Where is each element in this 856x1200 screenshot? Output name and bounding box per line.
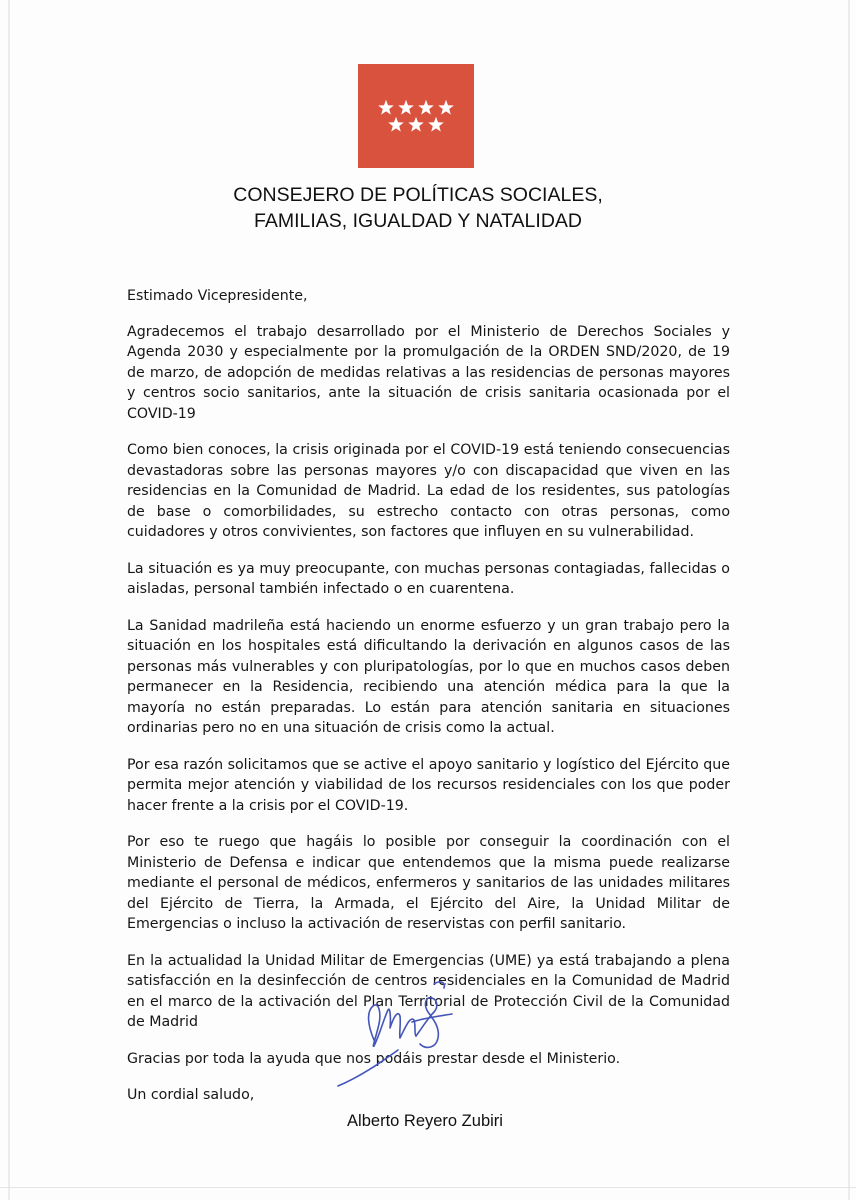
star-icon — [418, 100, 434, 115]
paragraph-2: Como bien conoces, la crisis originada por el COVID-19 está teniendo consecuencias devastadoras sobre las personas mayores y/o con discapacidad que viven en las residencias en la Comunidad de Madrid. La edad de los residentes, sus patologías de base o comorbilidades, su estrecho contacto con otras personas, como cuidadores y otros convivientes, son factores que influyen en su vulnerabilidad. — [127, 442, 730, 540]
star-icon — [388, 117, 404, 132]
paragraph-1: Agradecemos el trabajo desarrollado por el Ministerio de Derechos Sociales y Agenda 2030 y especialmente por la promulgación de la ORDEN SND/2020, de 19 de marzo, de adopción de medidas relativas a las residencias de personas mayores y centros socio sanitarios, ante la situación de crisis sanitaria ocasionada por el COVID-19 — [127, 323, 730, 422]
paragraph-3: La situación es ya muy preocupante, con muchas personas contagiadas, fallecidas o aisladas, personal también infectado o en cuarentena. — [127, 560, 730, 597]
paragraph-7: En la actualidad la Unidad Militar de Emergencias (UME) ya está trabajando a plena satisfacción en la desinfección de centros residenciales en la Comunidad de Madrid en el marco de la activación del Plan Territorial de Protección Civil de la Comunidad de Madrid — [127, 952, 730, 1030]
paragraph-8: Gracias por toda la ayuda que nos podáis prestar desde el Ministerio. — [127, 1050, 621, 1067]
star-icon — [438, 100, 454, 115]
letterhead-line-2: FAMILIAS, IGUALDAD Y NATALIDAD — [254, 210, 582, 232]
paragraph-5: Por esa razón solicitamos que se active el apoyo sanitario y logístico del Ejército que permita mejor atención y viabilidad de los recursos residenciales con los que poder hacer frente a la crisis por el COVID-19. — [127, 756, 730, 814]
page-edge-bottom — [0, 1187, 856, 1188]
closing: Un cordial saludo, — [127, 1087, 255, 1103]
letterhead-title — [150, 182, 686, 234]
handwritten-signature — [328, 968, 478, 1093]
signature-icon — [328, 968, 478, 1093]
star-icon — [378, 100, 394, 115]
star-icon — [408, 117, 424, 132]
page-edge-right — [848, 0, 850, 1200]
page-edge-left — [8, 0, 10, 1200]
madrid-flag-logo — [358, 64, 474, 168]
seven-stars-icon — [358, 64, 474, 168]
paragraph-4: La Sanidad madrileña está haciendo un enorme esfuerzo y un gran trabajo pero la situación en los hospitales está dificultando la derivación en algunos casos de las personas más vulnerables y con pluripatologías, por lo que en muchos casos deben permanecer en la Residencia, recibiendo una atención médica para la que la mayoría no están preparadas. Lo están para atención sanitaria en situaciones ordinarias pero no en una situación de crisis como la actual. — [127, 617, 730, 736]
letterhead-line-1: CONSEJERO DE POLÍTICAS SOCIALES, — [233, 184, 603, 206]
salutation: Estimado Vicepresidente, — [127, 288, 308, 304]
paragraph-6: Por eso te ruego que hagáis lo posible por conseguir la coordinación con el Ministerio de Defensa e indicar que entendemos que la misma puede realizarse mediante el personal de médicos, enfermeros y sanitarios de las unidades militares del Ejército de Tierra, la Armada, el Ejército del Aire, la Unidad Militar de Emergencias o incluso la activación de reservistas con perfil sanitario. — [127, 834, 730, 932]
signer-name: Alberto Reyero Zubiri — [347, 1112, 503, 1130]
star-icon — [428, 117, 444, 132]
star-icon — [398, 100, 414, 115]
